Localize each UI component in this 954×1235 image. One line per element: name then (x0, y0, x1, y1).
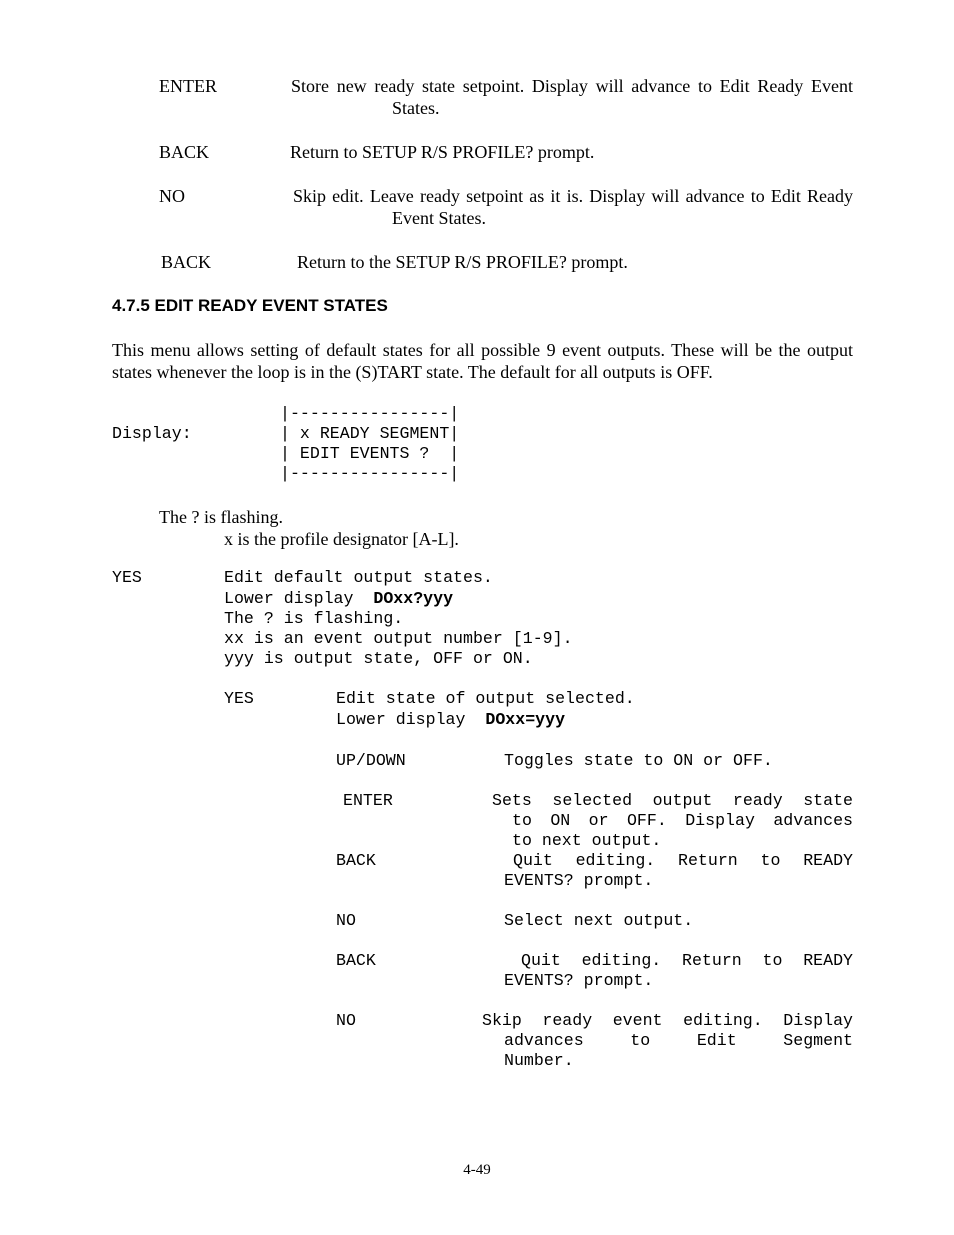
inner-back2-key-label: BACK (336, 951, 376, 970)
inner-back1-line2: EVENTS? prompt. (504, 871, 654, 890)
key-enter-desc-line2: States. (392, 98, 440, 118)
page-number: 4-49 (463, 1162, 491, 1178)
key-back-desc: Return to SETUP R/S PROFILE? prompt. (290, 142, 595, 162)
intro-line1: This menu allows setting of default states for all possible 9 event outputs. These will be the output (112, 340, 853, 360)
inner-back1-key-label: BACK (336, 851, 376, 870)
inner-no1-key-label: NO (336, 911, 356, 930)
yes-line5: yyy is output state, OFF or ON. (224, 649, 533, 668)
note-designator: x is the profile designator [A-L]. (224, 529, 459, 549)
inner-enter-line1: Sets selected output ready state (492, 791, 853, 810)
display-box-line2: | EDIT EVENTS ? | (280, 444, 460, 463)
updown-key-label: UP/DOWN (336, 751, 406, 770)
key-enter-desc-line1: Store new ready state setpoint. Display will advance to Edit Ready Event (291, 76, 853, 96)
inner-no2-line2: advances to Edit Segment (504, 1031, 853, 1050)
key-no-desc-line1: Skip edit. Leave ready setpoint as it is. Display will advance to Edit Ready (293, 186, 853, 206)
inner-no2-line1: Skip ready event editing. Display (482, 1011, 853, 1030)
inner-enter-key-label: ENTER (343, 791, 393, 810)
display-box-top-border: |----------------| (280, 404, 460, 423)
inner-yes-key-label: YES (224, 689, 254, 708)
inner-yes-line1: Edit state of output selected. (336, 689, 635, 708)
key-back2-desc: Return to the SETUP R/S PROFILE? prompt. (297, 252, 628, 272)
key-no-label: NO (159, 186, 185, 206)
inner-enter-line3: to next output. (512, 831, 662, 850)
section-heading: 4.7.5 EDIT READY EVENT STATES (112, 296, 388, 315)
display-box-bottom-border: |----------------| (280, 464, 460, 483)
key-back2-label: BACK (161, 252, 212, 272)
yes-line3: The ? is flashing. (224, 609, 404, 628)
inner-no2-line3: Number. (504, 1051, 574, 1070)
inner-enter-line2: to ON or OFF. Display advances (512, 811, 853, 830)
key-enter-label: ENTER (159, 76, 217, 96)
inner-yes-line2-code: DOxx=yyy (485, 710, 566, 729)
inner-back1-line1: Quit editing. Return to READY (513, 851, 853, 870)
yes-line1: Edit default output states. (224, 568, 493, 587)
intro-line2: states whenever the loop is in the (S)TART state. The default for all outputs is OFF. (112, 362, 713, 382)
inner-no2-key-label: NO (336, 1011, 356, 1030)
display-label: Display: (112, 424, 192, 443)
yes-line4: xx is an event output number [1-9]. (224, 629, 573, 648)
display-box-line1: | x READY SEGMENT| (280, 424, 460, 443)
key-back-label: BACK (159, 142, 210, 162)
yes-line2-code: DOxx?yyy (373, 589, 454, 608)
key-no-desc-line2: Event States. (392, 208, 486, 228)
yes-key-label: YES (112, 568, 142, 587)
note-flashing: The ? is flashing. (159, 507, 283, 527)
updown-desc: Toggles state to ON or OFF. (504, 751, 773, 770)
yes-line2 (224, 589, 453, 609)
inner-back2-line2: EVENTS? prompt. (504, 971, 654, 990)
inner-back2-line1: Quit editing. Return to READY (521, 951, 853, 970)
inner-yes-line2-prefix: Lower display (336, 710, 476, 729)
yes-line2-prefix: Lower display (224, 589, 364, 608)
inner-no1-desc: Select next output. (504, 911, 694, 930)
inner-yes-line2 (336, 710, 565, 730)
